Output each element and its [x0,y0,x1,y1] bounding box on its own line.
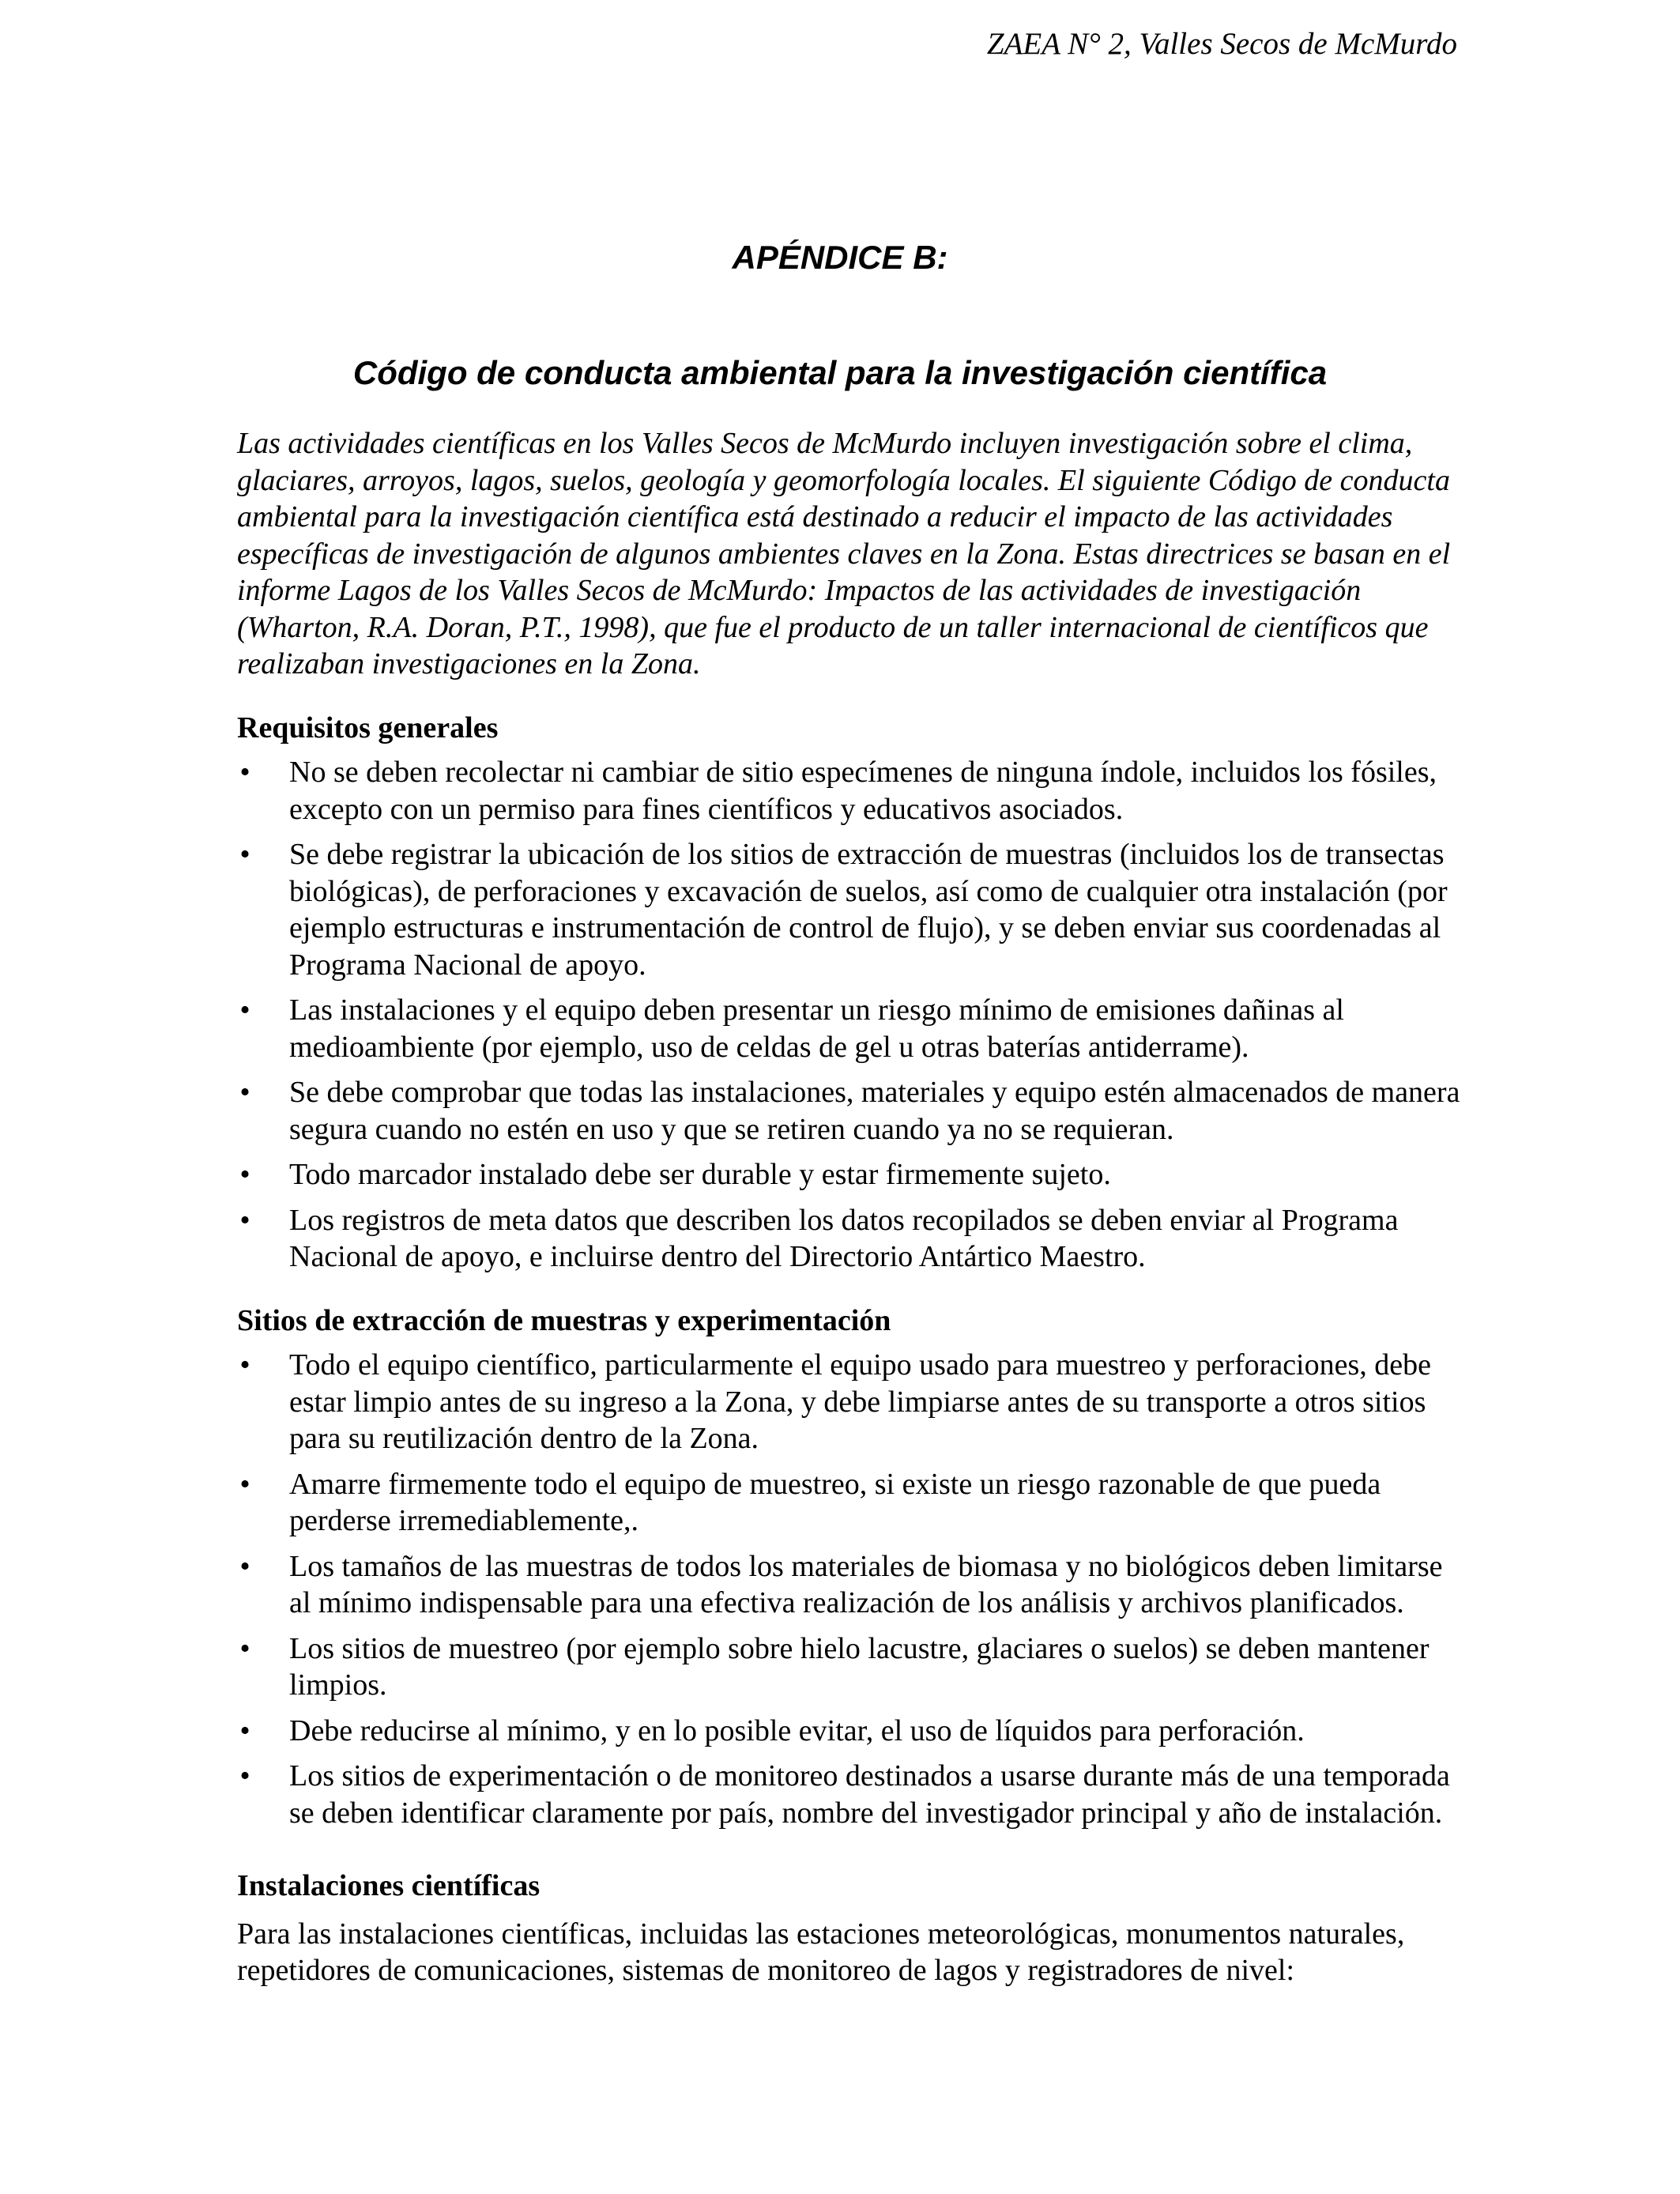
bullet-icon: • [239,1467,250,1501]
installations-paragraph: Para las instalaciones científicas, incluidas las estaciones meteorológicas, monumentos naturales, repetidores de comunicaciones, sistemas de monitoreo de lagos y registradores de nivel: [237,1917,1405,1987]
section-heading-general: Requisitos generales [237,711,499,745]
list-item [237,1466,1470,1540]
bullet-icon: • [239,756,250,789]
bullet-icon: • [239,1348,250,1382]
list-item [237,992,1470,1065]
list-item-text: Se debe registrar la ubicación de los sitios de extracción de muestras (incluidos los de transectas biológicas), de perforaciones y excavación de suelos, así como de cualquier otra instalación (por ejemplo estructuras e instrumentación de control de flujo), y se deben enviar sus coordenadas al Programa Nacional de apoyo. [289,838,1448,982]
list-item-text: Los sitios de muestreo (por ejemplo sobre hielo lacustre, glaciares o suelos) se deben mantener limpios. [289,1631,1430,1702]
intro-paragraph: Las actividades científicas en los Valles Secos de McMurdo incluyen investigación sobre el clima, glaciares, arroyos, lagos, suelos, geología y geomorfología locales. El siguiente Código de conducta ambiental para la investigación científica está destinado a reducir el impacto de las actividades específicas de investigación de algunos ambientes claves en la Zona. Estas directrices se basan en el informe Lagos de los Valles Secos de McMurdo: Impactos de las actividades de investigación (Wharton, R.A. Doran, P.T., 1998), que fue el producto de un taller internacional de científicos que realizaban investigaciones en la Zona. [237,427,1451,680]
section-heading-sampling: Sitios de extracción de muestras y experimentación [237,1303,891,1337]
list-item-text: Se debe comprobar que todas las instalaciones, materiales y equipo estén almacenados de manera segura cuando no estén en uso y que se retiren cuando ya no se requieran. [289,1076,1460,1146]
list-item [237,1758,1470,1831]
list-item-text: Todo marcador instalado debe ser durable y estar firmemente sujeto. [289,1158,1111,1191]
list-item [237,1347,1470,1457]
bullet-icon: • [239,1631,250,1665]
list-item-text: Todo el equipo científico, particularmente el equipo usado para muestreo y perforaciones, debe estar limpio antes de su ingreso a la Zona, y debe limpiarse antes de su transporte a otros sitios para su reutilización dentro de la Zona. [289,1348,1432,1455]
list-item-text: Los registros de meta datos que describen los datos recopilados se deben enviar al Programa Nacional de apoyo, e incluirse dentro del Directorio Antártico Maestro. [289,1203,1399,1273]
document-body [237,425,1470,1989]
document-title: Código de conducta ambiental para la investigación científica [352,354,1328,391]
list-item-text: Los sitios de experimentación o de monitoreo destinados a usarse durante más de una temporada se deben identificar claramente por país, nombre del investigador principal y año de instalación. [289,1759,1450,1830]
running-header: ZAEA N° 2, Valles Secos de McMurdo [986,27,1457,61]
bullet-icon: • [239,1713,250,1747]
list-item [237,1548,1470,1622]
list-item-text: Las instalaciones y el equipo deben presentar un riesgo mínimo de emisiones dañinas al medioambiente (por ejemplo, uso de celdas de gel u otras baterías antiderrame). [289,993,1344,1064]
list-item [237,1156,1470,1193]
bullet-icon: • [239,1759,250,1793]
list-item [237,1713,1470,1750]
bullet-icon: • [239,838,250,871]
bullet-icon: • [239,993,250,1027]
bullet-icon: • [239,1549,250,1583]
list-item-text: Amarre firmemente todo el equipo de muestreo, si existe un riesgo razonable de que pueda perderse irremediablemente,. [289,1467,1381,1537]
sampling-sites-list [237,1347,1470,1831]
list-item [237,1074,1470,1148]
bullet-icon: • [239,1203,250,1237]
bullet-icon: • [239,1158,250,1191]
list-item [237,836,1470,983]
section-heading-installations: Instalaciones científicas [237,1869,541,1902]
list-item [237,1630,1470,1704]
list-item-text: Los tamaños de las muestras de todos los materiales de biomasa y no biológicos deben limitarse al mínimo indispensable para una efectiva realización de los análisis y archivos planificados. [289,1549,1443,1619]
list-item-text: No se deben recolectar ni cambiar de sitio especímenes de ninguna índole, incluidos los fósiles, excepto con un permiso para fines científicos y educativos asociados. [289,756,1437,826]
general-requirements-list [237,754,1470,1276]
list-item [237,754,1470,827]
list-item [237,1202,1470,1276]
bullet-icon: • [239,1076,250,1109]
list-item-text: Debe reducirse al mínimo, y en lo posible evitar, el uso de líquidos para perforación. [289,1713,1305,1747]
appendix-title: APÉNDICE B: [732,239,948,276]
